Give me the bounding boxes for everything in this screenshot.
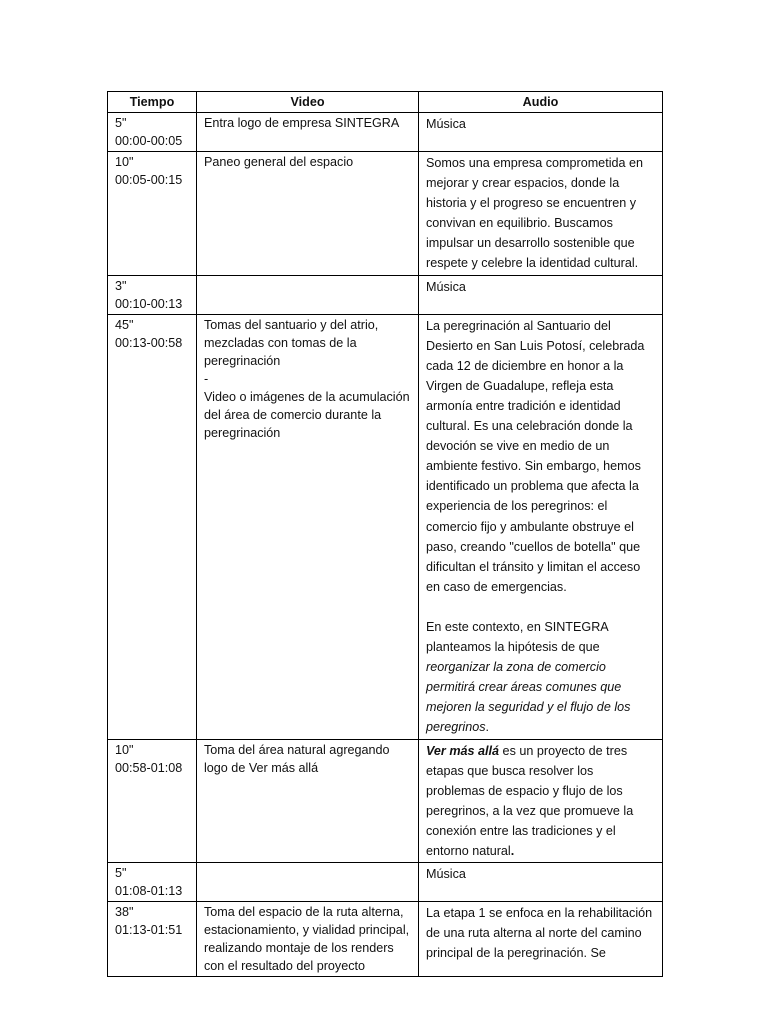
time-range: 01:08-01:13 (115, 884, 183, 899)
time-cell (108, 863, 197, 902)
video-cell (197, 863, 419, 902)
video-cell (197, 152, 419, 276)
audio-cell (419, 152, 663, 276)
duration: 5" (115, 866, 127, 881)
time-range: 00:05-00:15 (115, 173, 183, 187)
time-cell (108, 275, 197, 314)
brand-name: Ver más allá (426, 743, 500, 758)
video-cell (197, 275, 419, 314)
video-separator: - (204, 371, 209, 386)
duration: 38" (115, 905, 134, 920)
table-row (108, 113, 663, 152)
time-cell (108, 113, 197, 152)
paragraph-gap (426, 597, 655, 617)
duration: 45" (115, 317, 134, 332)
audio-text (426, 741, 655, 862)
video-text: Toma del área natural agregando logo de Ver más allá (204, 742, 390, 775)
header-time: Tiempo (108, 92, 197, 113)
time-range: 00:58-01:08 (115, 760, 183, 775)
table-row (108, 863, 663, 902)
table-row (108, 152, 663, 276)
video-text-part-1: Tomas del santuario y del atrio, mezcladas con tomas de la peregrinación (204, 317, 379, 368)
table-row (108, 275, 663, 314)
time-range: 01:13-01:51 (115, 923, 183, 938)
time-cell (108, 739, 197, 863)
script-table (107, 91, 663, 977)
audio-cell (419, 314, 663, 739)
time-range: 00:00-00:05 (115, 134, 183, 148)
audio-cell (419, 113, 663, 152)
audio-p2-end: . (485, 720, 490, 735)
time-cell (108, 902, 197, 977)
video-cell (197, 113, 419, 152)
video-text-part-2: Video o imágenes de la acumulación del área de comercio durante la peregrinación (204, 389, 410, 440)
audio-text: Música (426, 279, 466, 294)
audio-text: La etapa 1 se enfoca en la rehabilitación de una ruta alterna al norte del camino principal de la peregrinación. Se (426, 906, 653, 961)
header-audio: Audio (419, 92, 663, 113)
video-text: Entra logo de empresa SINTEGRA (204, 116, 400, 130)
time-range: 00:13-00:58 (115, 335, 183, 350)
duration: 10" (115, 155, 134, 169)
audio-text: Somos una empresa comprometida en mejorar y crear espacios, donde la historia y el progreso se encuentren y convivan en equilibrio. Buscamos impulsar un desarrollo sostenible que respete y celebre la identidad cultural. (426, 156, 644, 271)
audio-paragraph-1: La peregrinación al Santuario del Desierto en San Luis Potosí, celebrada cada 12 de diciembre en honor a la Virgen de Guadalupe, refleja esta armonía entre tradición e identidad cultural. Es una celebración donde la devoción se vive en medio de un ambiente festivo. Sin embargo, hemos identificado un problema que afecta la experiencia de los peregrinos: el comercio fijo y ambulante obstruye el paso, creando "cuellos de botella" que dificultan el tránsito y limitan el acceso en caso de emergencias. (426, 318, 645, 594)
video-cell (197, 314, 419, 739)
audio-p2-italic: reorganizar la zona de comercio permitirá crear áreas comunes que mejoren la seguridad y el flujo de los peregrinos (426, 660, 631, 735)
table-row (108, 902, 663, 977)
duration: 3" (115, 278, 127, 293)
video-cell (197, 902, 419, 977)
audio-cell (419, 275, 663, 314)
duration: 5" (115, 116, 127, 130)
duration: 10" (115, 742, 134, 757)
audio-rest: es un proyecto de tres etapas que busca resolver los problemas de espacio y flujo de los peregrinos, a la vez que promueve la conexión entre las tradiciones y el entorno natural (426, 743, 634, 858)
audio-cell (419, 863, 663, 902)
time-cell (108, 314, 197, 739)
audio-cell (419, 739, 663, 863)
audio-text: Música (426, 867, 466, 882)
time-cell (108, 152, 197, 276)
video-text: Toma del espacio de la ruta alterna, estacionamiento, y vialidad principal, realizando montaje de los renders con el resultado del proyecto (204, 905, 410, 974)
table-row (108, 314, 663, 739)
header-row (108, 92, 663, 113)
audio-end: . (510, 844, 515, 858)
audio-cell (419, 902, 663, 977)
audio-p2-lead: En este contexto, en SINTEGRA planteamos la hipótesis de que (426, 619, 609, 655)
table-row (108, 739, 663, 863)
audio-text: Música (426, 117, 466, 131)
video-cell (197, 739, 419, 863)
header-video: Video (197, 92, 419, 113)
time-range: 00:10-00:13 (115, 296, 183, 311)
audio-paragraph-2 (426, 617, 655, 738)
video-text: Paneo general del espacio (204, 155, 354, 169)
